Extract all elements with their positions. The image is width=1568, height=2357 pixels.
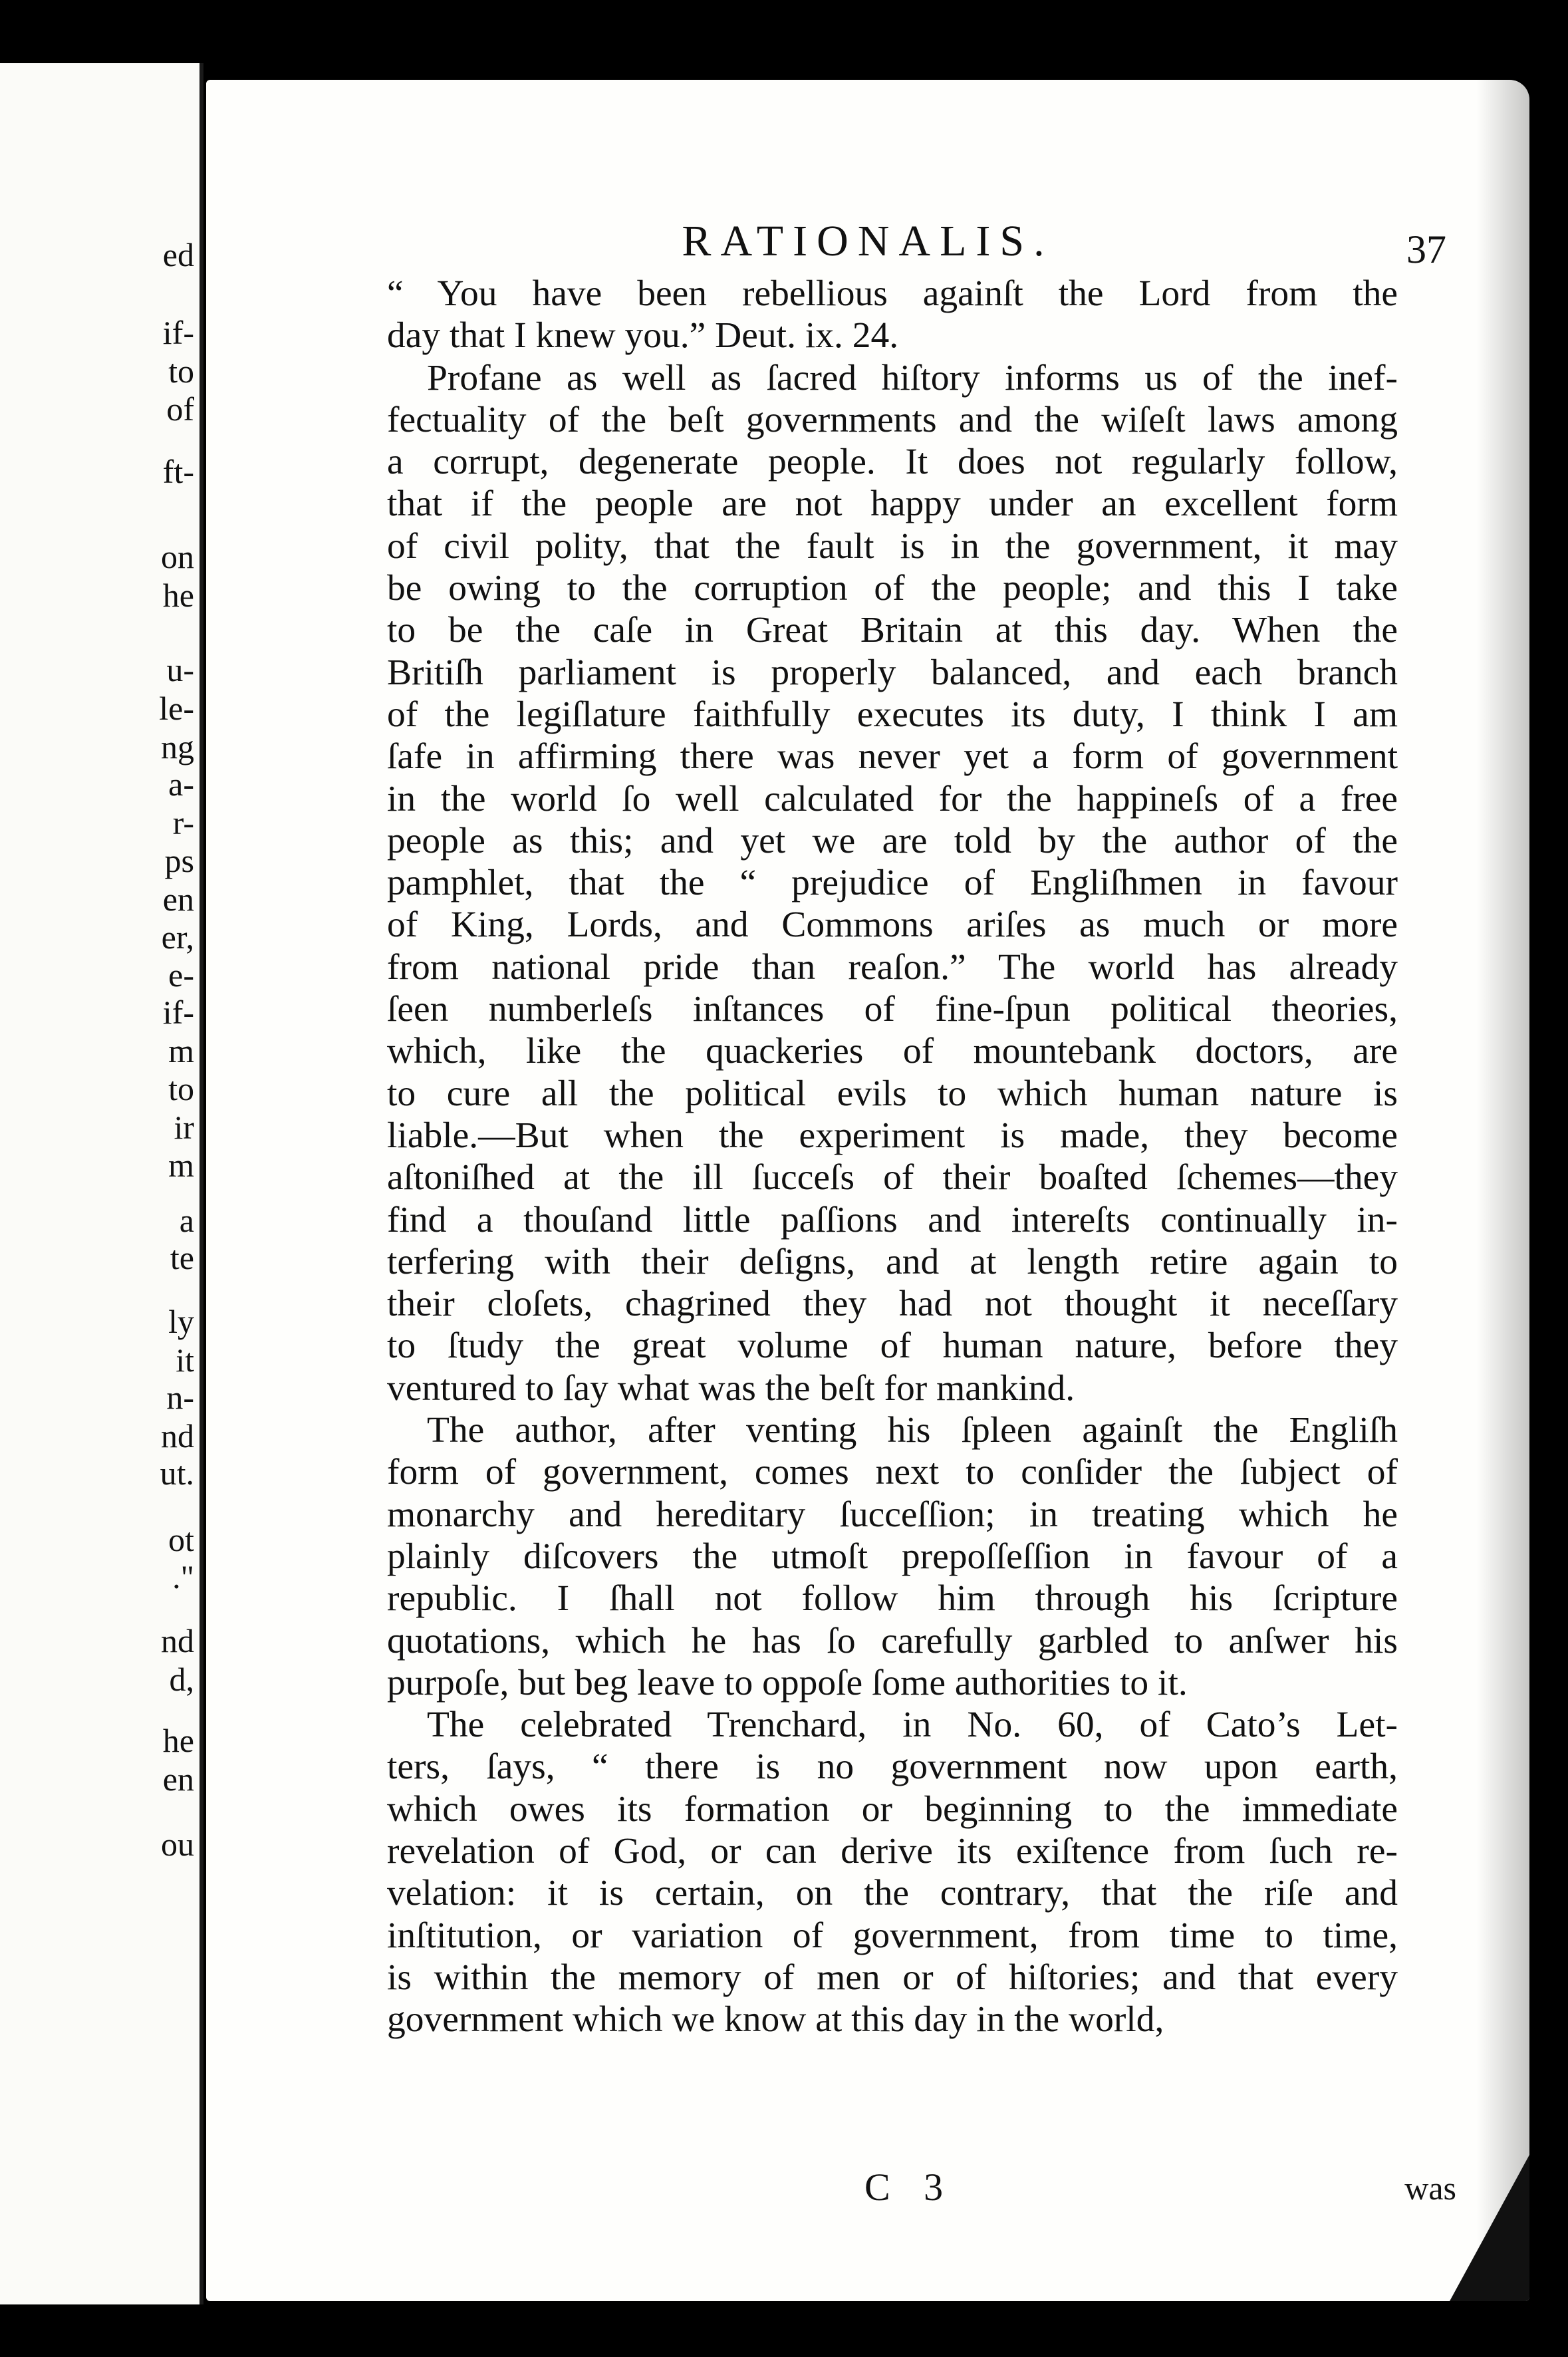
- facing-page-fragment: to: [168, 352, 194, 390]
- text-line: monarchy and hereditary ſucceſſion; in treating which he: [387, 1494, 1398, 1535]
- text-line: of the legiſlature faithfully executes its duty, I think I am: [387, 694, 1398, 735]
- text-line: which owes its formation or beginning to the immediate: [387, 1788, 1398, 1830]
- facing-page-fragment: ed: [162, 236, 194, 273]
- text-line: aſtoniſhed at the ill ſucceſs of their boaſted ſchemes—they: [387, 1157, 1398, 1198]
- facing-page-fragment: r-: [172, 804, 194, 841]
- facing-page-fragment: e-: [168, 956, 194, 994]
- text-line: velation: it is certain, on the contrary, that the riſe and: [387, 1873, 1398, 1914]
- facing-page-fragment: he: [162, 1722, 194, 1759]
- text-line: ſeen numberleſs inſtances of fine-ſpun political theories,: [387, 989, 1398, 1030]
- facing-page-fragment: en: [162, 881, 194, 918]
- text-line: quotations, which he has ſo carefully garbled to anſwer his: [387, 1620, 1398, 1661]
- facing-page-fragment: if-: [162, 314, 194, 351]
- text-line: ventured to ſay what was the beſt for mankind.: [387, 1367, 1075, 1409]
- facing-page-fragment: m: [168, 1147, 194, 1184]
- facing-page-fragment: te: [170, 1239, 194, 1276]
- text-line: purpoſe, but beg leave to oppoſe ſome authorities to it.: [387, 1662, 1188, 1703]
- text-line: fectuality of the beſt governments and the wiſeſt laws among: [387, 399, 1398, 440]
- text-line: revelation of God, or can derive its exiſtence from ſuch re-: [387, 1830, 1398, 1872]
- text-line: government which we know at this day in the world,: [387, 1999, 1164, 2040]
- text-line: find a thouſand little paſſions and intereſts continually in-: [387, 1199, 1398, 1240]
- running-head: RATIONALIS.: [682, 217, 1054, 265]
- page-edge-shadow: [1476, 80, 1529, 2301]
- text-line: inſtitution, or variation of government, from time to time,: [387, 1915, 1398, 1956]
- facing-page-fragment: en: [162, 1760, 194, 1798]
- text-line: Profane as well as ſacred hiſtory informs us of the inef-: [427, 357, 1398, 398]
- text-line: their cloſets, chagrined they had not thought it neceſſary: [387, 1284, 1398, 1325]
- page-number: 37: [1406, 227, 1446, 271]
- facing-page-fragment: ps: [164, 842, 194, 879]
- facing-page-fragment: on: [161, 538, 194, 575]
- facing-page-fragment: m: [168, 1032, 194, 1069]
- catchword: was: [1404, 2169, 1456, 2207]
- facing-page-fragment: d,: [169, 1661, 194, 1698]
- text-line: The author, after venting his ſpleen againſt the Engliſh: [427, 1410, 1398, 1451]
- folded-corner: [1450, 2155, 1529, 2301]
- facing-page-fragment: a-: [168, 765, 194, 803]
- facing-page-fragment: ng: [161, 728, 194, 765]
- text-line: republic. I ſhall not follow him through his ſcripture: [387, 1578, 1398, 1619]
- facing-page-fragment: ot: [168, 1521, 194, 1558]
- facing-page-fragment: ou: [161, 1826, 194, 1863]
- text-line: plainly diſcovers the utmoſt prepoſſeſſion in favour of a: [387, 1536, 1398, 1577]
- text-line: day that I knew you.” Deut. ix. 24.: [387, 315, 899, 356]
- text-line: people as this; and yet we are told by the author of the: [387, 820, 1398, 861]
- text-line: ters, ſays, “ there is no government now upon earth,: [387, 1746, 1398, 1788]
- facing-page-fragment: a: [179, 1202, 194, 1239]
- facing-page-fragment: to: [168, 1070, 194, 1107]
- text-line: in the world ſo well calculated for the happineſs of a free: [387, 778, 1398, 819]
- facing-page-fragment: u-: [166, 651, 194, 688]
- text-line: ſafe in affirming there was never yet a form of government: [387, 736, 1398, 777]
- facing-page-fragment: n-: [166, 1379, 194, 1416]
- text-line: “ You have been rebellious againſt the Lord from the: [387, 273, 1398, 314]
- facing-page-fragment: it: [176, 1341, 194, 1379]
- facing-page-fragment: er,: [161, 918, 194, 956]
- facing-page-fragment: if-: [162, 994, 194, 1031]
- book-page: [206, 80, 1529, 2301]
- text-line: pamphlet, that the “ prejudice of Engliſhmen in favour: [387, 863, 1398, 904]
- text-line: is within the memory of men or of hiſtories; and that every: [387, 1957, 1398, 1998]
- text-line: be owing to the corruption of the people; and this I take: [387, 568, 1398, 609]
- text-line: to cure all the political evils to which human nature is: [387, 1073, 1398, 1114]
- text-line: to be the caſe in Great Britain at this day. When the: [387, 610, 1398, 651]
- facing-page-fragment: ut.: [160, 1455, 194, 1492]
- body-text: [387, 273, 1398, 2040]
- text-line: a corrupt, degenerate people. It does not regularly follow,: [387, 442, 1398, 483]
- text-line: of civil polity, that the fault is in the government, it may: [387, 525, 1398, 567]
- facing-page-fragment: of: [166, 390, 194, 428]
- facing-page-fragment: ly: [168, 1303, 194, 1340]
- text-line: from national pride than reaſon.” The world has already: [387, 946, 1398, 988]
- text-line: terfering with their deſigns, and at length retire again to: [387, 1241, 1398, 1282]
- text-line: to ſtudy the great volume of human nature, before they: [387, 1325, 1398, 1367]
- signature-mark: C 3: [864, 2165, 956, 2209]
- text-line: The celebrated Trenchard, in No. 60, of Cato’s Let-: [427, 1705, 1398, 1746]
- facing-page-fragment: nd: [161, 1417, 194, 1455]
- text-line: of King, Lords, and Commons ariſes as much or more: [387, 904, 1398, 946]
- text-line: liable.—But when the experiment is made, they become: [387, 1115, 1398, 1156]
- facing-page-fragment: ir: [174, 1109, 194, 1146]
- facing-page-fragment: le-: [159, 690, 194, 727]
- text-line: which, like the quackeries of mountebank doctors, are: [387, 1031, 1398, 1072]
- text-line: Britiſh parliament is properly balanced, and each branch: [387, 652, 1398, 693]
- facing-page-fragment: he: [162, 577, 194, 614]
- facing-page-fragment: nd: [161, 1622, 194, 1659]
- facing-page-fragment: .": [172, 1558, 194, 1595]
- facing-page: [0, 63, 203, 2304]
- text-line: that if the people are not happy under an excellent form: [387, 484, 1398, 525]
- facing-page-fragment: ft-: [162, 453, 194, 490]
- text-line: form of government, comes next to conſider the ſubject of: [387, 1452, 1398, 1493]
